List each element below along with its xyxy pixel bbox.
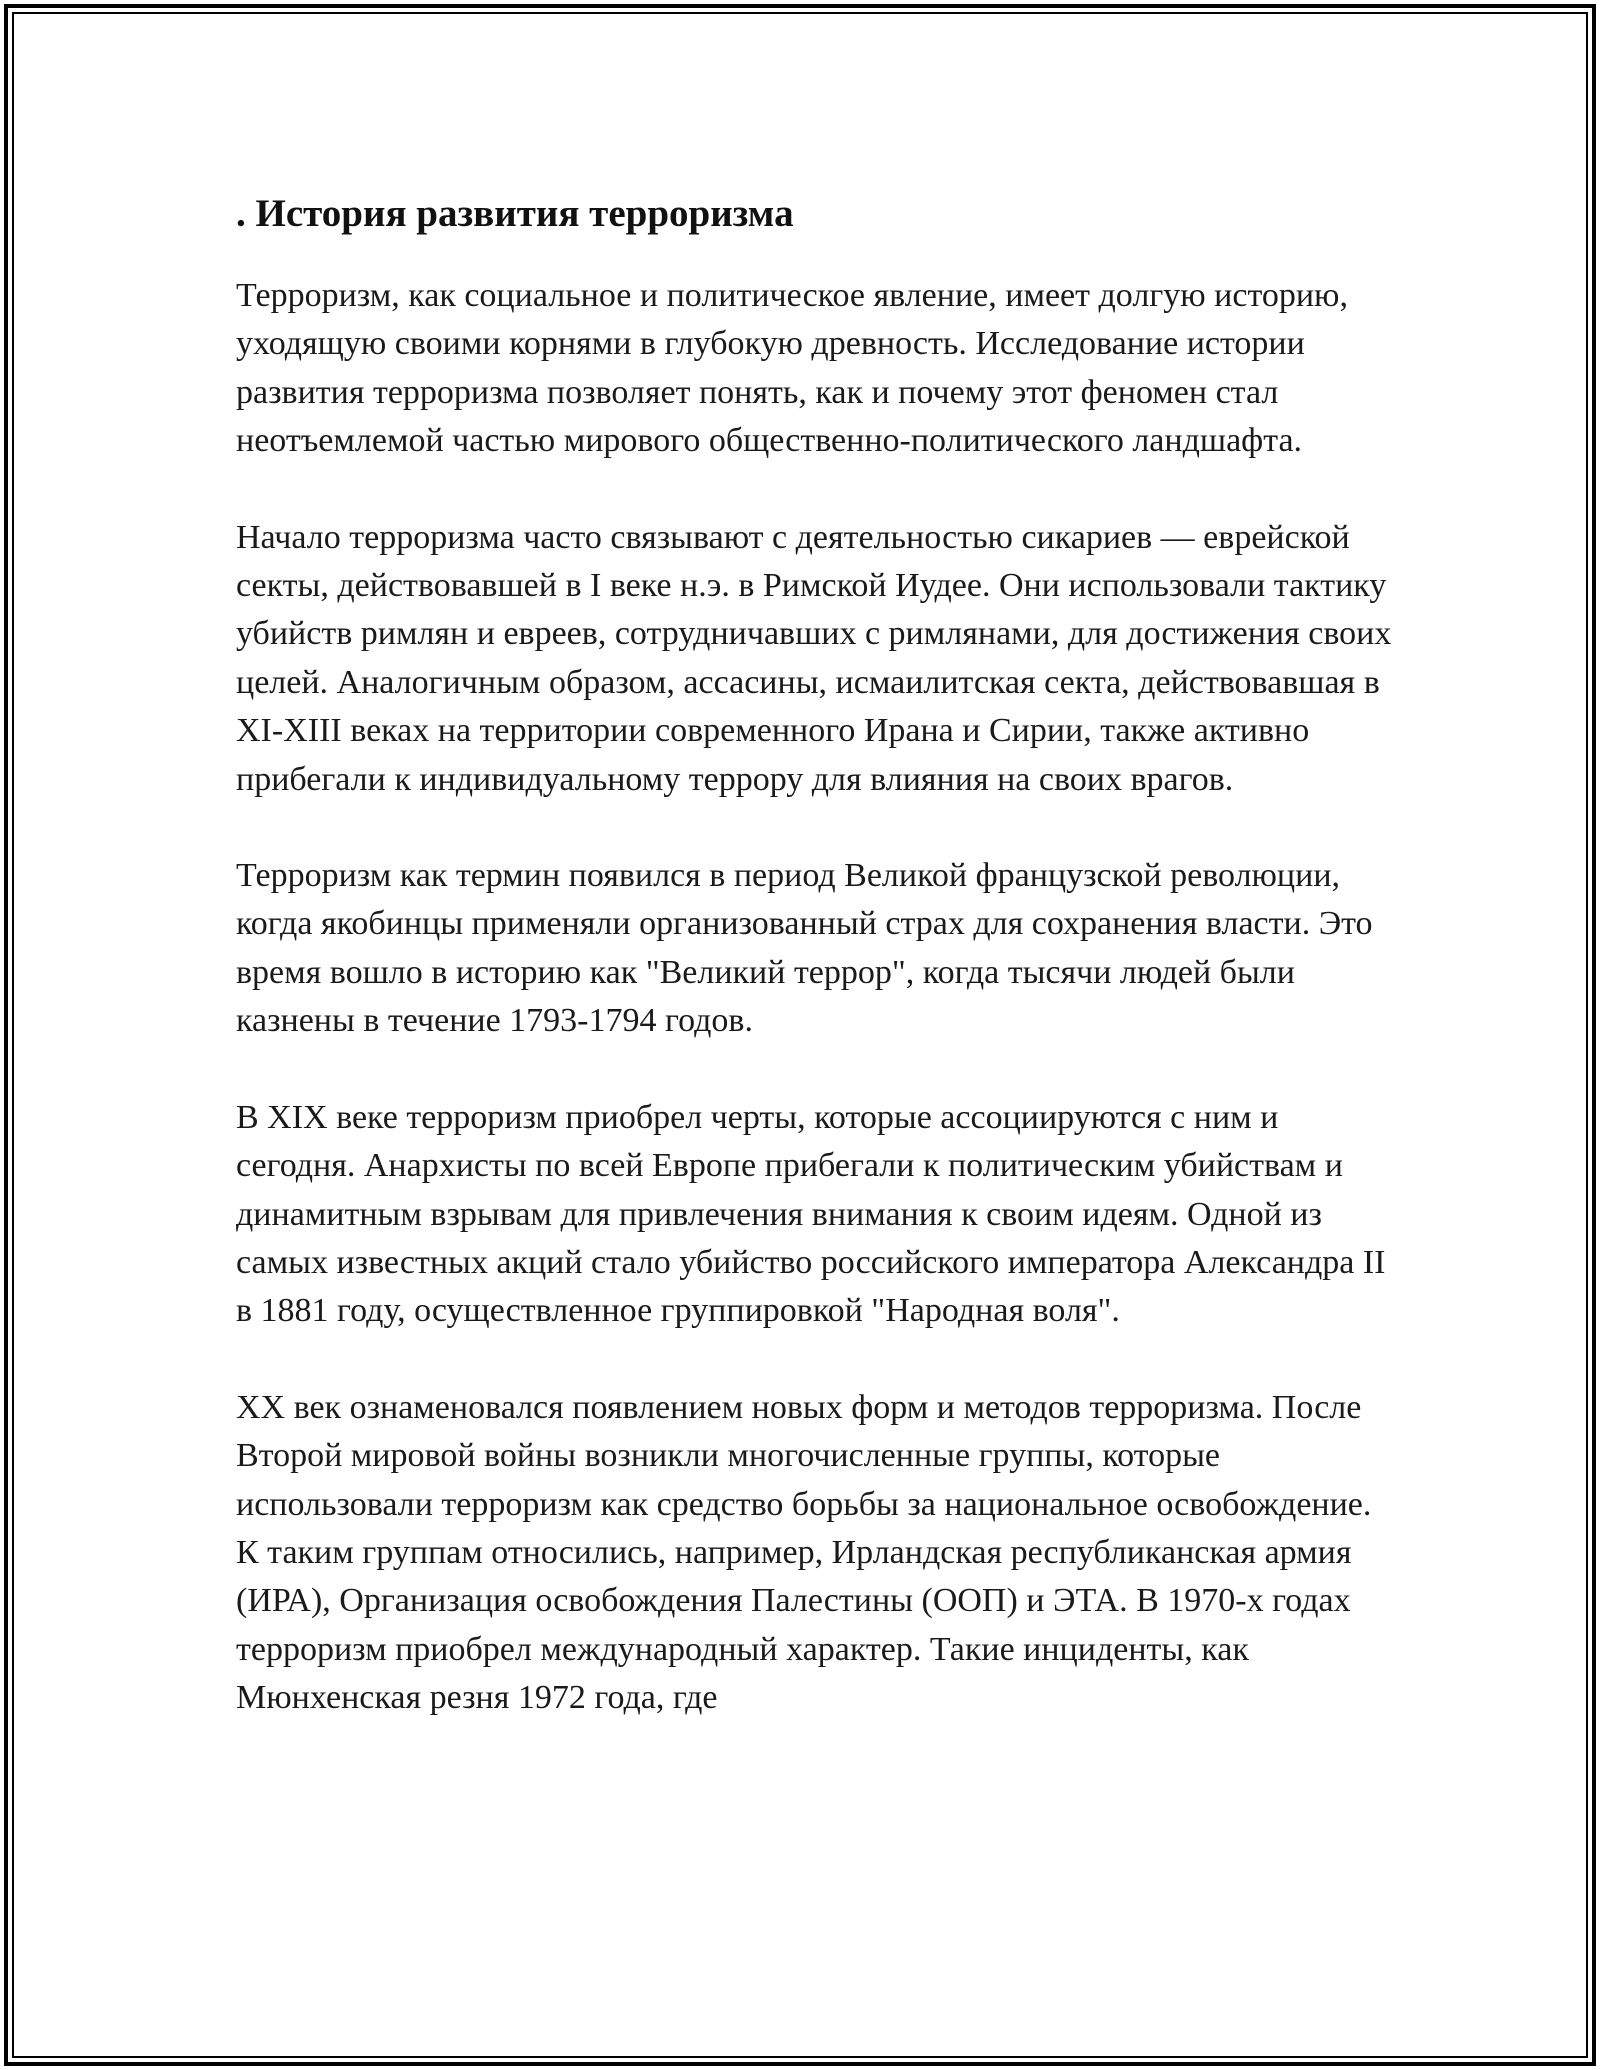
paragraph-5: XX век ознаменовался появлением новых форм и методов терроризма. После Второй мировой войны возникли многочисленные группы, которые использовали терроризм как средство борьбы за национальное освобождение. К таким группам относились, например, Ирландская республиканская армия (ИРА), Организация освобождения Палестины (ООП) и ЭТА. В 1970-х годах терроризм приобрел международный характер. Такие инциденты, как Мюнхенская резня 1972 года, где [236, 1388, 1372, 1717]
paragraph-4: В XIX веке терроризм приобрел черты, которые ассоциируются с ним и сегодня. Анархисты по всей Европе прибегали к политическим убийствам и динамитным взрывам для привлечения внимания к своим идеям. Одной из самых известных акций стало убийство российского императора Александра II в 1881 году, осуществленное группировкой "Народная воля". [236, 1098, 1386, 1330]
paragraph-3: Терроризм как термин появился в период Великой французской революции, когда якобинцы применяли организованный страх для сохранения власти. Это время вошло в историю как "Великий террор", когда тысячи людей были казнены в течение 1793-1794 годов. [236, 857, 1373, 1040]
document-body [236, 186, 1396, 1723]
section-heading: . История развития терроризма [236, 192, 794, 235]
paragraph-2: Начало терроризма часто связывают с деятельностью сикариев — еврейской секты, действовавшей в I веке н.э. в Римской Иудее. Они использовали тактику убийств римлян и евреев, сотрудничавших с римлянами, для достижения своих целей. Аналогичным образом, ассасины, исмаилитская секта, действовавшая в XI-XIII веках на территории современного Ирана и Сирии, также активно прибегали к индивидуальному террору для влияния на своих врагов. [236, 518, 1392, 798]
paragraph-1: Терроризм, как социальное и политическое явление, имеет долгую историю, уходящую своими корнями в глубокую древность. Исследование истории развития терроризма позволяет понять, как и почему этот феномен стал неотъемлемой частью мирового общественно-политического ландшафта. [236, 277, 1348, 460]
